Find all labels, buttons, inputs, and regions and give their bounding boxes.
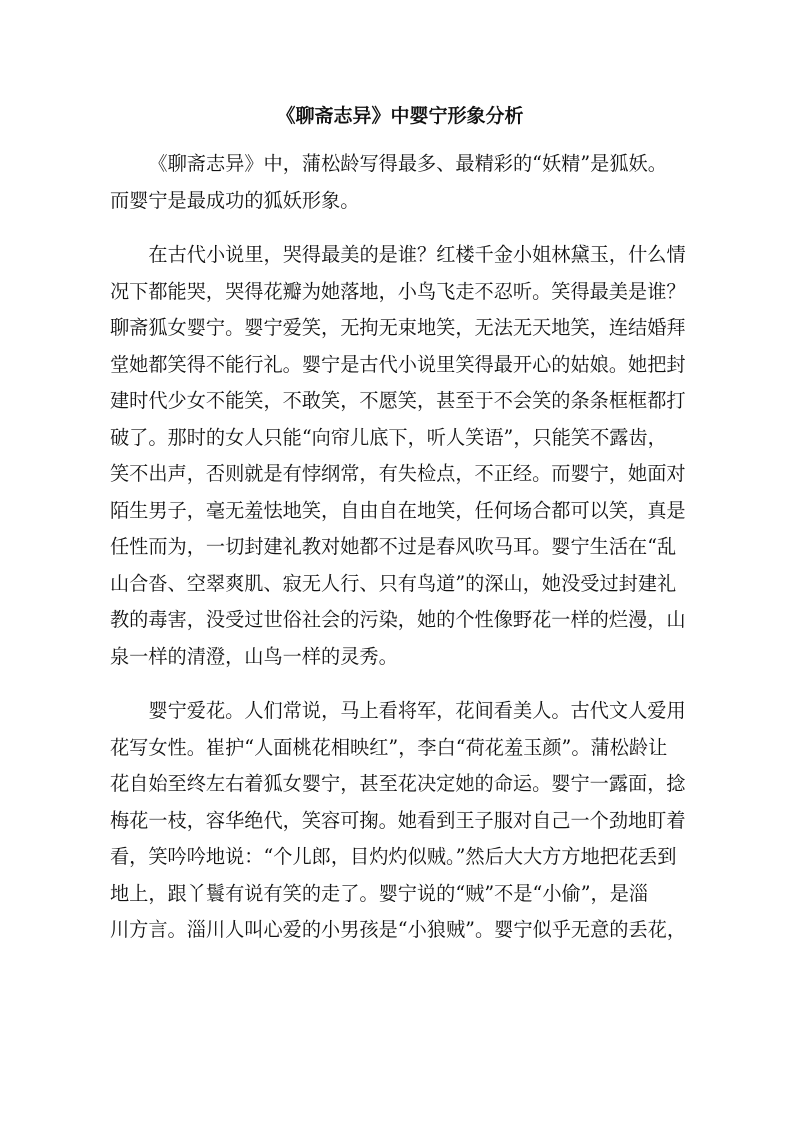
paragraph-line: 看，笑吟吟地说：“个儿郎，目灼灼似贼。”然后大大方方地把花丢到 (110, 845, 677, 868)
paragraph-line: 任性而为，一切封建礼教对她都不过是春风吹马耳。婴宁生活在“乱 (110, 535, 677, 558)
paragraph-line: 笑不出声，否则就是有悖纲常，有失检点，不正经。而婴宁，她面对 (110, 462, 686, 485)
paragraph-line: 况下都能哭，哭得花瓣为她落地，小鸟飞走不忍听。笑得最美是谁？ (110, 279, 686, 303)
paragraph-line: 在古代小说里，哭得最美的是谁？红楼千金小姐林黛玉，什么情 (148, 243, 686, 266)
paragraph-line: 建时代少女不能笑，不敢笑，不愿笑，甚至于不会笑的条条框框都打 (110, 389, 686, 412)
paragraph-line: 梅花一枝，容华绝代，笑容可掬。她看到王子服对自己一个劲地盯着 (110, 808, 686, 832)
paragraph-line: 婴宁爱花。人们常说，马上看将军，花间看美人。古代文人爱用 (148, 699, 686, 722)
paragraph-line: 川方言。淄川人叫心爱的小男孩是“小狼贼”。婴宁似乎无意的丢花， (110, 918, 687, 941)
paragraph-line: 地上，跟丫鬟有说有笑的走了。婴宁说的“贼”不是“小偷”，是淄 (110, 881, 649, 905)
paragraph-line: 花写女性。崔护“人面桃花相映红”，李白“荷花羞玉颜”。蒲松龄让 (110, 735, 668, 759)
document-body (110, 146, 686, 949)
paragraph-line: 教的毒害，没受过世俗社会的污染，她的个性像野花一样的烂漫，山 (110, 608, 686, 631)
paragraph-line: 堂她都笑得不能行礼。婴宁是古代小说里笑得最开心的姑娘。她把封 (110, 352, 686, 376)
paragraph-line: 而婴宁是最成功的狐妖形象。 (110, 188, 360, 212)
paragraph-line: 山合沓、空翠爽肌、寂无人行、只有鸟道”的深山，她没受过封建礼 (110, 571, 677, 595)
paragraph-line: 破了。那时的女人只能“向帘儿底下，听人笑语”，只能笑不露齿， (110, 425, 667, 449)
paragraph-line: 泉一样的清澄，山鸟一样的灵秀。 (110, 644, 398, 668)
paragraph-line: 花自始至终左右着狐女婴宁，甚至花决定她的命运。婴宁一露面，捻 (110, 772, 686, 795)
document-title: 《聊斋志异》中婴宁形象分析 (276, 105, 524, 127)
paragraph-line: 《聊斋志异》中，蒲松龄写得最多、最精彩的“妖精”是狐妖。 (148, 152, 667, 175)
paragraph-line: 聊斋狐女婴宁。婴宁爱笑，无拘无束地笑，无法无天地笑，连结婚拜 (110, 316, 686, 339)
paragraph-line: 陌生男子，毫无羞怯地笑，自由自在地笑，任何场合都可以笑，真是 (110, 498, 686, 522)
